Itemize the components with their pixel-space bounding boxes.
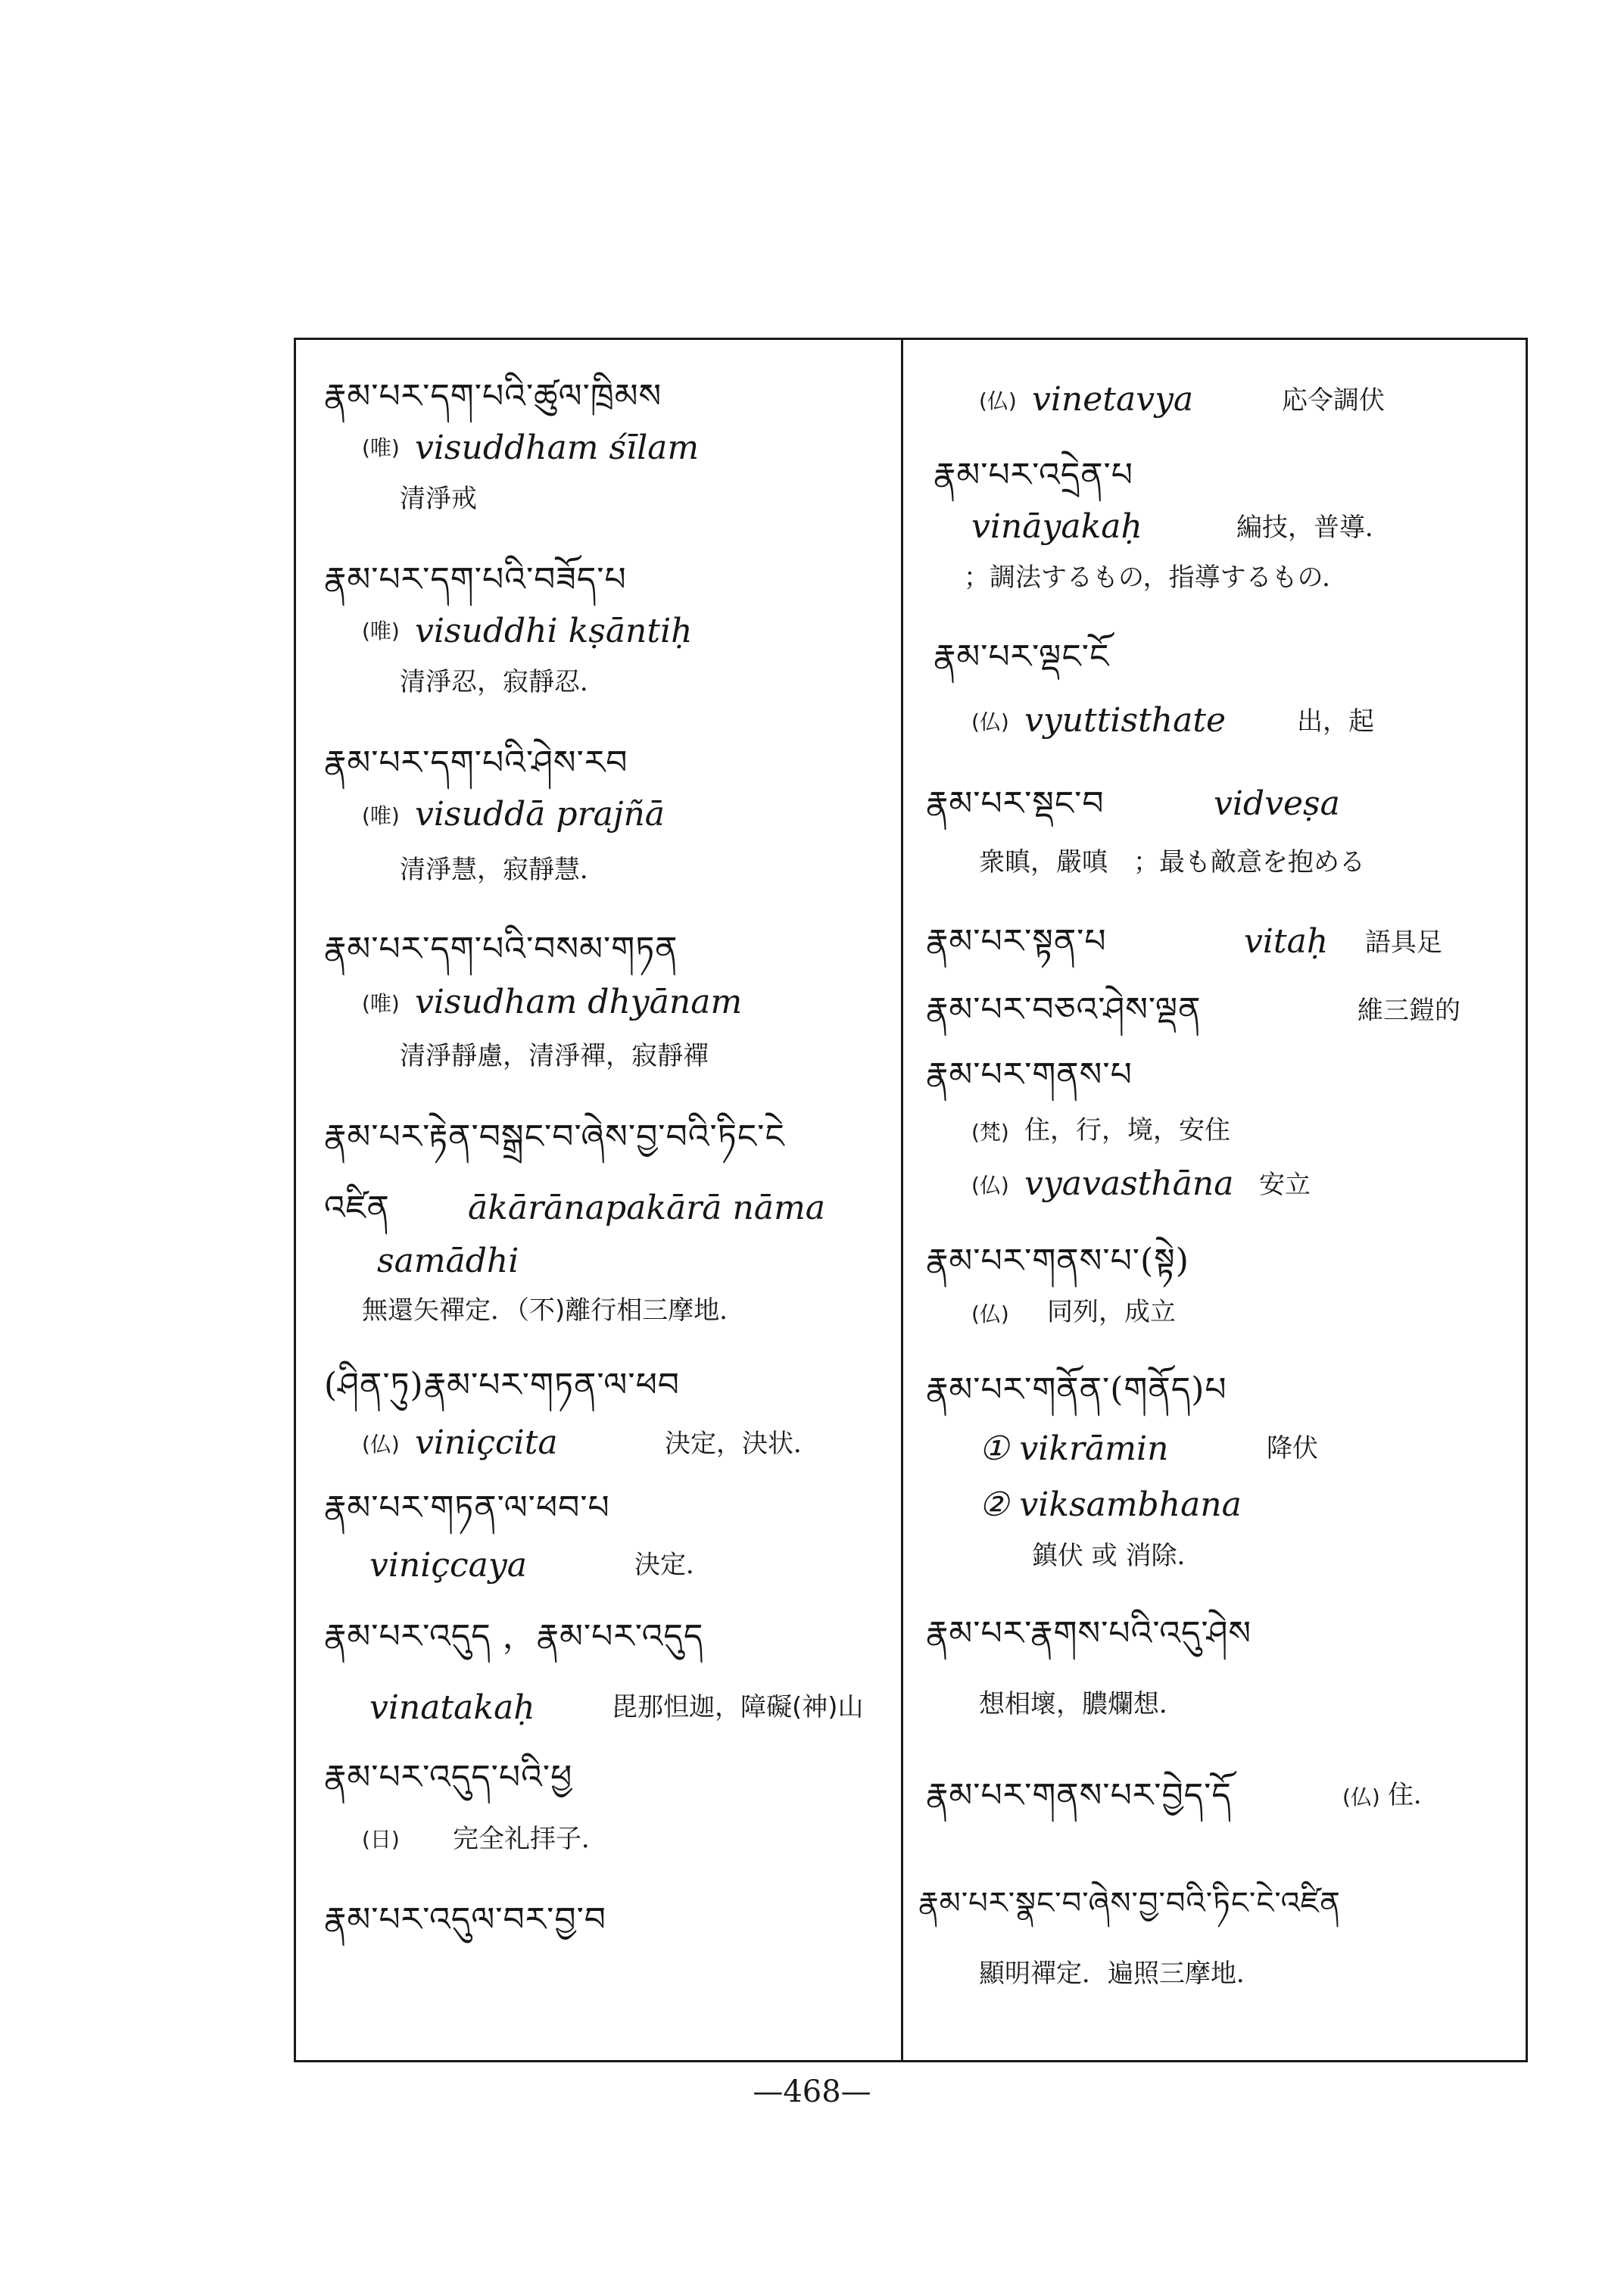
source-tag: (唯) — [362, 803, 400, 828]
source-tag: (仏) — [362, 1432, 400, 1457]
left-column — [294, 338, 901, 2062]
entry-sanskrit: visuddā prajñā — [415, 795, 665, 834]
entry-japanese: 住，行，境，安住 — [1024, 1115, 1230, 1145]
entry-japanese: 安立 — [1259, 1170, 1311, 1200]
source-tag: (日) — [362, 1827, 400, 1852]
entry-sanskrit: vyuttisthate — [1024, 701, 1227, 740]
entry-tibetan: རྣམ་པར་གནས་པ — [926, 1055, 1133, 1094]
entry-sanskrit: visuddham śīlam — [415, 429, 700, 467]
entry-japanese: 顯明禪定．遍照三摩地． — [979, 1959, 1262, 1989]
entry-tibetan: རྣམ་པར་རྣགས་པའི་འདུ་ཤེས — [926, 1614, 1252, 1653]
entry-japanese: 完全礼拝子． — [453, 1824, 607, 1854]
entry-tibetan: རྣམ་པར་གནས་པར་བྱེད་དོ — [926, 1776, 1232, 1815]
entry-sanskrit: vinatakaḥ — [369, 1688, 535, 1727]
entry-sanskrit: ① vikrāmin — [979, 1429, 1169, 1468]
entry-tibetan: རྣམ་པར་སྡང་བ — [926, 784, 1105, 823]
source-tag: (仏) — [979, 388, 1017, 413]
entry-tibetan: (ཤིན་ཏུ)རྣམ་པར་གཏན་ལ་ཕབ — [324, 1366, 680, 1404]
entry-tibetan: རྣམ་པར་འདྲེན་པ — [934, 456, 1133, 494]
entry-japanese: 出，起 — [1297, 706, 1374, 737]
entry-japanese: 応令調伏 — [1282, 385, 1385, 416]
entry-tibetan: རྣམ་པར་ལྡང་ངོ — [934, 637, 1110, 676]
entry-sanskrit: viniçcaya — [369, 1546, 527, 1585]
entry-sanskrit: vināyakaḥ — [971, 507, 1142, 546]
source-tag: (仏) — [971, 1301, 1009, 1326]
entry-sanskrit: vinetavya — [1032, 380, 1194, 419]
entry-tibetan: རྣམ་པར་གཏན་ལ་ཕབ་པ — [324, 1488, 610, 1527]
entry-tibetan: རྣམ་པར་འདུལ་བར་བྱ་བ — [324, 1900, 607, 1939]
source-tag: (梵) — [971, 1120, 1009, 1145]
source-tag: (唯) — [362, 991, 400, 1016]
entry-tibetan: རྣམ་པར་དག་པའི་ཤེས་རབ — [324, 743, 628, 782]
entry-japanese: 降伏 — [1267, 1433, 1318, 1463]
entry-tibetan: རྣམ་པར་དག་པའི་བཟོད་པ — [324, 560, 627, 599]
entry-japanese: 決定，決状． — [665, 1429, 819, 1459]
entry-tibetan: རྣམ་པར་སྟན་པ — [926, 922, 1107, 961]
entry-tibetan: རྣམ་པར་དག་པའི་བསམ་གཏན — [324, 930, 678, 968]
entry-japanese: 清淨慧，寂靜慧． — [400, 855, 606, 885]
entry-japanese: 清淨靜慮，清淨禪，寂靜禪 — [400, 1041, 709, 1071]
entry-japanese: 決定． — [634, 1550, 712, 1580]
entry-tibetan: རྣམ་པར་བཅའ་ཤེས་ལྡན — [926, 990, 1202, 1029]
entry-japanese: 毘那怛迦，障礙(神)山 — [612, 1692, 864, 1722]
entry-tibetan: རྣམ་པར་འདུད ，རྣམ་པར་འདུད — [324, 1617, 704, 1656]
entry-tibetan: རྣམ་པར་སྣང་བ་ཞེས་བྱ་བའི་ཏིང་ངེ་འཛིན — [918, 1886, 1341, 1921]
entry-sanskrit: viniçcita — [415, 1423, 558, 1462]
entry-japanese: 想相壞，膿爛想． — [979, 1689, 1185, 1719]
entry-japanese: 清淨戒 — [400, 484, 477, 514]
entry-tibetan: རྣམ་པར་འདུད་པའི་ཕྱ — [324, 1758, 573, 1797]
entry-japanese: 無還矢禪定．（不)離行相三摩地． — [362, 1295, 746, 1326]
entry-tibetan-cont: འཛིན — [324, 1189, 390, 1227]
entry-sanskrit: vyavasthāna — [1024, 1164, 1234, 1203]
entry-japanese: 鎮伏 或 消除． — [1032, 1541, 1203, 1571]
page-number: —468— — [753, 2074, 871, 2109]
entry-sanskrit-cont: samādhi — [377, 1242, 519, 1280]
entry-sanskrit: ākārānapakārā nāma — [468, 1189, 826, 1227]
entry-tibetan: རྣམ་པར་དག་པའི་ཚུལ་ཁྲིམས — [324, 377, 662, 416]
entry-tibetan: རྣམ་པར་རྟེན་བསྒྲང་བ་ཞེས་བྱ་བའི་ཏིང་ངེ — [324, 1117, 785, 1156]
entry-japanese: 編技，普導． — [1236, 513, 1391, 543]
entry-sanskrit: visuddhi kṣāntiḥ — [415, 612, 693, 650]
source-tag: (仏) — [971, 709, 1009, 734]
entry-japanese-cont: ；調法するもの，指導するもの． — [964, 563, 1348, 593]
entry-sanskrit: visudham dhyānam — [415, 983, 743, 1021]
source-tag: (唯) — [362, 619, 400, 644]
entry-sanskrit: ② viksambhana — [979, 1485, 1242, 1524]
entry-tibetan: རྣམ་པར་གནོན་(གནོད)པ — [926, 1370, 1227, 1409]
entry-tibetan: རྣམ་པར་གནས་པ་(སྟེ) — [926, 1242, 1189, 1280]
entry-japanese: 同列，成立 — [1047, 1297, 1176, 1327]
entry-sanskrit: vitaḥ — [1244, 922, 1329, 961]
entry-sanskrit: vidveṣa — [1214, 784, 1340, 823]
entry-japanese: 衆瞋，嚴嗔 ；最も敵意を抱める — [979, 847, 1365, 877]
source-tag: (唯) — [362, 435, 400, 460]
source-tag: (仏) — [971, 1173, 1009, 1198]
source-tag: (仏) — [1342, 1784, 1380, 1809]
entry-japanese: 清淨忍，寂靜忍． — [400, 667, 606, 697]
entry-japanese: 語具足 — [1365, 927, 1442, 958]
entry-japanese: 住． — [1388, 1780, 1439, 1810]
right-column — [903, 338, 1528, 2062]
entry-japanese: 維三鎧的 — [1357, 996, 1460, 1026]
